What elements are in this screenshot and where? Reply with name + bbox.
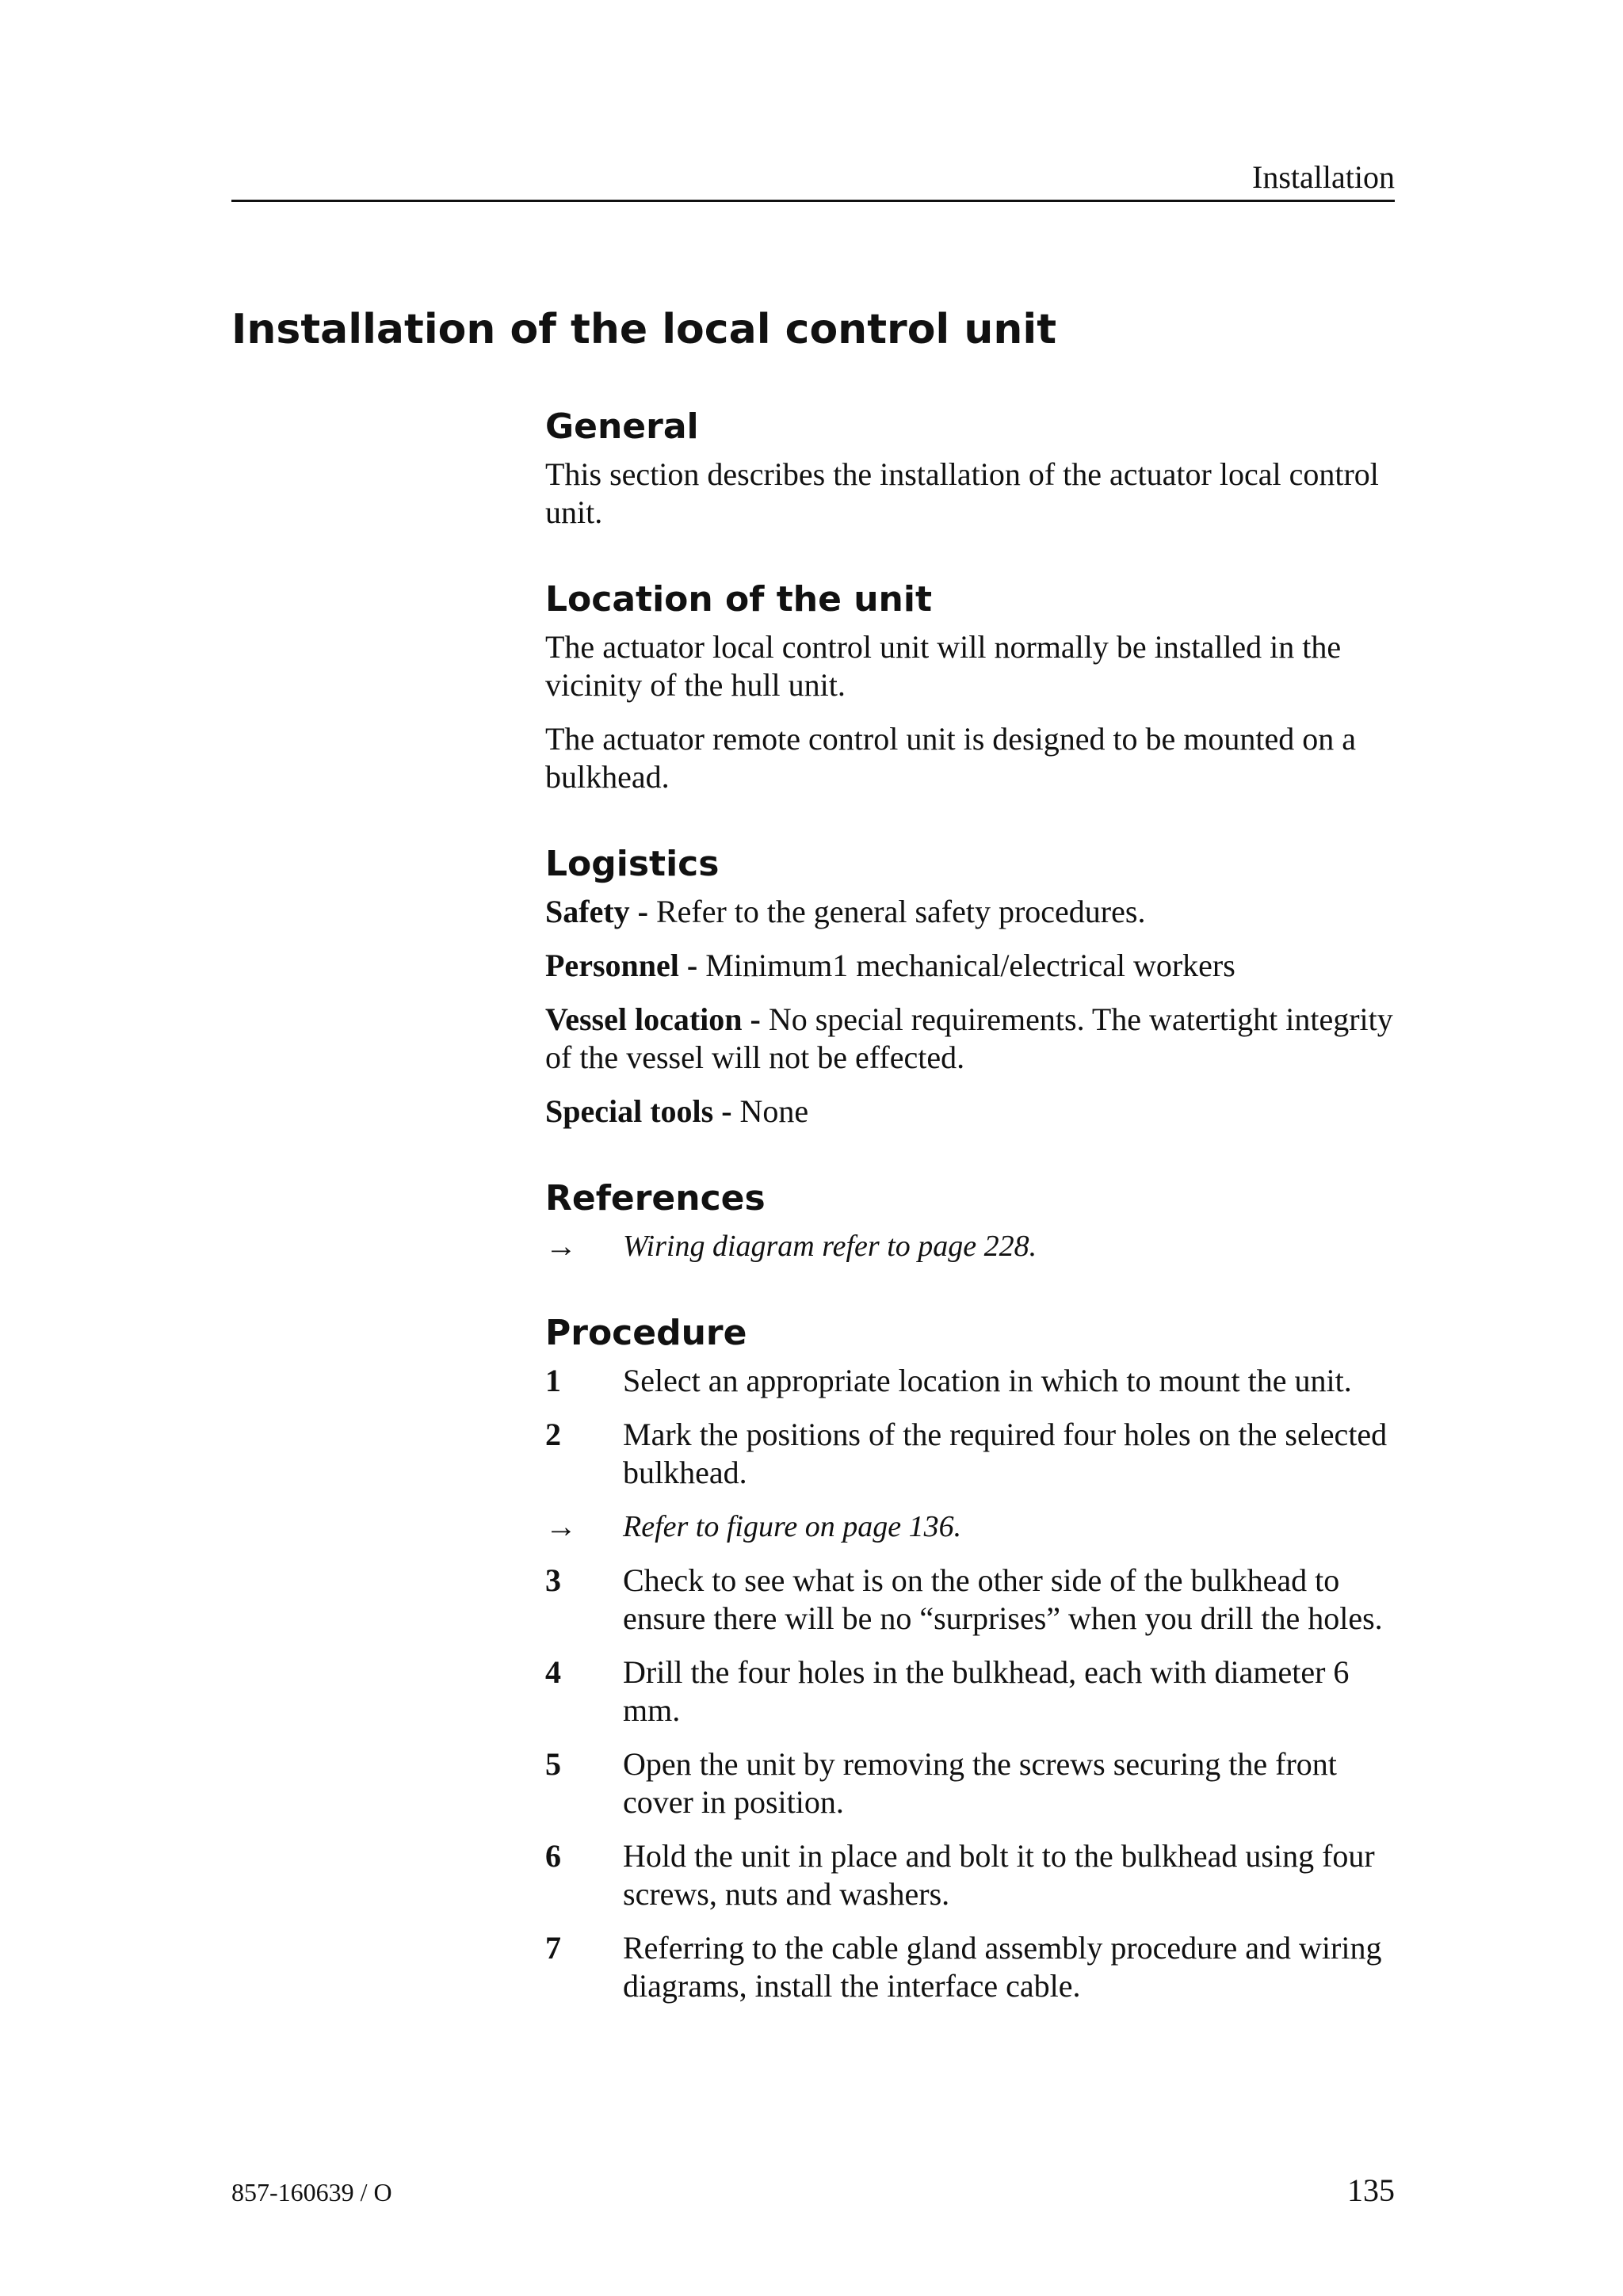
step-number: 7 [545,1930,561,1966]
logistics-label: Special tools - [545,1093,732,1129]
reference-link[interactable]: Wiring diagram refer to page 228. [623,1230,1037,1263]
procedure-step [545,1837,1401,1913]
references-section [545,1172,1401,1265]
procedure-step [545,1653,1401,1730]
step-number: 5 [545,1746,561,1782]
logistics-label: Personnel - [545,948,698,983]
general-text: This section describes the installation of the actuator local control unit. [545,456,1379,530]
logistics-section [545,837,1401,1131]
logistics-label: Vessel location - [545,1001,761,1037]
step-number: 6 [545,1838,561,1874]
step-text: Select an appropriate location in which to mount the unit. [623,1363,1352,1398]
logistics-item-special-tools [545,1093,1401,1131]
logistics-heading: Logistics [545,844,720,884]
page-number: 135 [1347,2172,1395,2208]
logistics-text: Minimum1 mechanical/electrical workers [697,948,1235,983]
procedure-step [545,1929,1401,2005]
step-number: 1 [545,1363,561,1398]
procedure-step [545,1362,1401,1400]
step-number: 2 [545,1417,561,1452]
procedure-step [545,1745,1401,1821]
arrow-icon: → [545,1228,577,1264]
reference-item [545,1227,1401,1265]
step-number: 3 [545,1562,561,1598]
step-text: Mark the positions of the required four holes on the selected bulkhead. [623,1417,1388,1490]
procedure-heading: Procedure [545,1313,747,1353]
logistics-item-safety [545,893,1401,931]
procedure-section [545,1306,1401,2005]
step-text: Referring to the cable gland assembly procedure and wiring diagrams, install the interface cable. [623,1930,1382,2004]
location-heading: Location of the unit [545,579,932,620]
logistics-text: No special requirements. The watertight integrity of the vessel will not be effected. [545,1001,1393,1075]
content [545,400,1401,2046]
general-section [545,400,1401,532]
location-paragraph-1: The actuator local control unit will normally be installed in the vicinity of the hull unit. [545,629,1342,703]
procedure-step [545,1562,1401,1638]
step-text: Open the unit by removing the screws securing the front cover in position. [623,1746,1337,1820]
step-text: Hold the unit in place and bolt it to the bulkhead using four screws, nuts and washers. [623,1838,1375,1912]
logistics-item-vessel-location [545,1001,1401,1077]
header-rule [231,200,1395,202]
step-number: 4 [545,1654,561,1690]
page-title: Installation of the local control unit [231,306,1057,353]
step-text: Check to see what is on the other side of the bulkhead to ensure there will be no “surprises” when you drill the holes. [623,1562,1383,1636]
running-header: Installation [1252,159,1395,195]
logistics-text: Refer to the general safety procedures. [647,894,1146,929]
procedure-step [545,1416,1401,1492]
reference-link[interactable]: Refer to figure on page 136. [623,1510,962,1543]
procedure-reference [545,1508,1401,1546]
location-section [545,573,1401,796]
general-heading: General [545,406,699,447]
document-number: 857-160639 / O [231,2178,392,2206]
logistics-text: None [731,1093,809,1129]
logistics-label: Safety - [545,894,648,929]
references-heading: References [545,1178,766,1219]
step-text: Drill the four holes in the bulkhead, each with diameter 6 mm. [623,1654,1350,1728]
logistics-item-personnel [545,947,1401,985]
arrow-icon: → [545,1508,577,1544]
location-paragraph-2: The actuator remote control unit is designed to be mounted on a bulkhead. [545,721,1357,795]
